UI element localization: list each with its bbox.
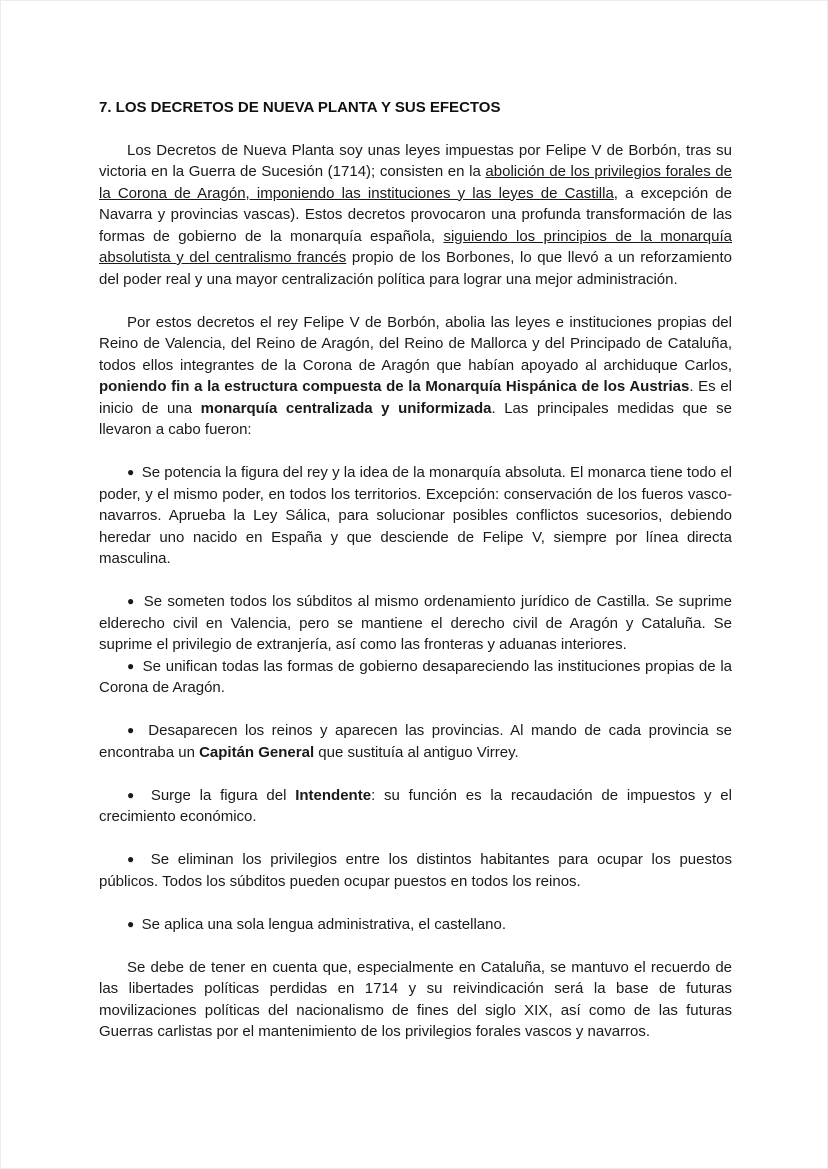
page-title: 7. LOS DECRETOS DE NUEVA PLANTA Y SUS EFECTOS: [99, 99, 501, 116]
text-run: que sustituía al antiguo Virrey.: [314, 743, 519, 761]
document-body: [99, 140, 732, 1043]
text-run: : su función es la recaudación de impuestos y el crecimiento económico.: [99, 786, 732, 825]
text-run: Se potencia la figura del rey y la idea de la monarquía absoluta. El monarca tiene todo el poder, y el mismo poder, en todos los territorios. Excepción: conservación de los fueros vasco- navarros. Aprueba la Ley Sálica, para solucionar posibles conflictos sucesorios, debiendo heredar uno nacido en España y que desciende de Felipe V, siempre por línea directa masculina.: [99, 464, 732, 567]
text-run: propio de los Borbones, lo que llevó a un reforzamiento del poder real y una mayor centralización política para lograr una mejor administración.: [99, 249, 733, 288]
text-run: Se eliminan los privilegios entre los distintos habitantes para ocupar los puestos públicos. Todos los súbditos pueden ocupar puestos en todos los reinos.: [99, 851, 732, 890]
text-run: Se aplica una sola lengua administrativa, el castellano.: [141, 915, 506, 933]
text-run: Se someten todos los súbditos al mismo ordenamiento jurídico de Castilla. Se suprime elderecho civil en Valencia, pero se mantiene el derecho civil de Aragón y Cataluña. Se suprime el privilegio de extranjería, así como las fronteras y aduanas interiores.: [99, 593, 732, 653]
bullet-item: [99, 656, 732, 699]
text-run: . Las principales medidas que se llevaron a cabo fueron:: [99, 399, 732, 438]
bullet-icon: ●: [127, 594, 140, 608]
text-run: Surge la figura del: [150, 786, 296, 804]
bullet-item: [99, 720, 732, 763]
text-run: monarquía centralizada y uniformizada: [200, 399, 492, 417]
bullet-icon: ●: [127, 723, 145, 737]
paragraph: [99, 312, 732, 441]
text-run: . Es el inicio de una: [99, 378, 733, 417]
text-run: Capitán General: [199, 743, 315, 761]
text-run: poniendo fin a la estructura compuesta de la Monarquía Hispánica de los Austrias: [99, 378, 690, 395]
bullet-item: [99, 462, 732, 570]
document-content: [99, 97, 732, 1043]
bullet-icon: ●: [127, 658, 139, 673]
bullet-icon: ●: [127, 465, 138, 479]
text-run: Intendente: [295, 786, 372, 804]
text-run: Se unifican todas las formas de gobierno desapareciendo las instituciones propias de la Corona de Aragón.: [99, 657, 732, 696]
text-run: Desaparecen los reinos y aparecen las provincias. Al mando de cada provincia se encontraba un: [99, 722, 732, 761]
paragraph: [99, 957, 732, 1043]
bullet-icon: ●: [127, 916, 138, 931]
text-run: , a excepción de Navarra y provincias vascas). Estos decretos provocaron una profunda transformación de las formas de gobierno de la monarquía española,: [99, 184, 732, 245]
bullet-item: [99, 849, 732, 892]
bullet-icon: ●: [127, 852, 147, 866]
bullet-item: [99, 914, 732, 936]
text-run: Se debe de tener en cuenta que, especialmente en Cataluña, se mantuvo el recuerdo de las libertades políticas perdidas en 1714 y su reivindicación será la base de futuras movilizaciones políticas del nacionalismo de fines del siglo XIX, así como de las futuras Guerras carlistas por el mantenimiento de los privilegios forales vascos y navarros.: [99, 958, 732, 1040]
text-run: Los Decretos de Nueva Planta soy unas leyes impuestas por Felipe V de Borbón, tras su victoria en la Guerra de Sucesión (1714); consisten en la: [99, 141, 732, 180]
paragraph: [99, 140, 732, 291]
bullet-icon: ●: [127, 787, 147, 802]
bullet-item: [99, 785, 732, 828]
text-run: Por estos decretos el rey Felipe V de Borbón, abolia las leyes e instituciones propias del Reino de Valencia, del Reino de Aragón, del Reino de Mallorca y del Principado de Cataluña, todos ellos integrantes de la Corona de Aragón que habían apoyado al archiduque Carlos,: [99, 313, 732, 374]
text-run: abolición de los privilegios forales de la Corona de Aragón, imponiendo las instituciones y las leyes de Castilla: [99, 163, 732, 202]
bullet-item: [99, 591, 732, 656]
text-run: siguiendo los principios de la monarquía absolutista y del centralismo francés: [99, 227, 732, 266]
